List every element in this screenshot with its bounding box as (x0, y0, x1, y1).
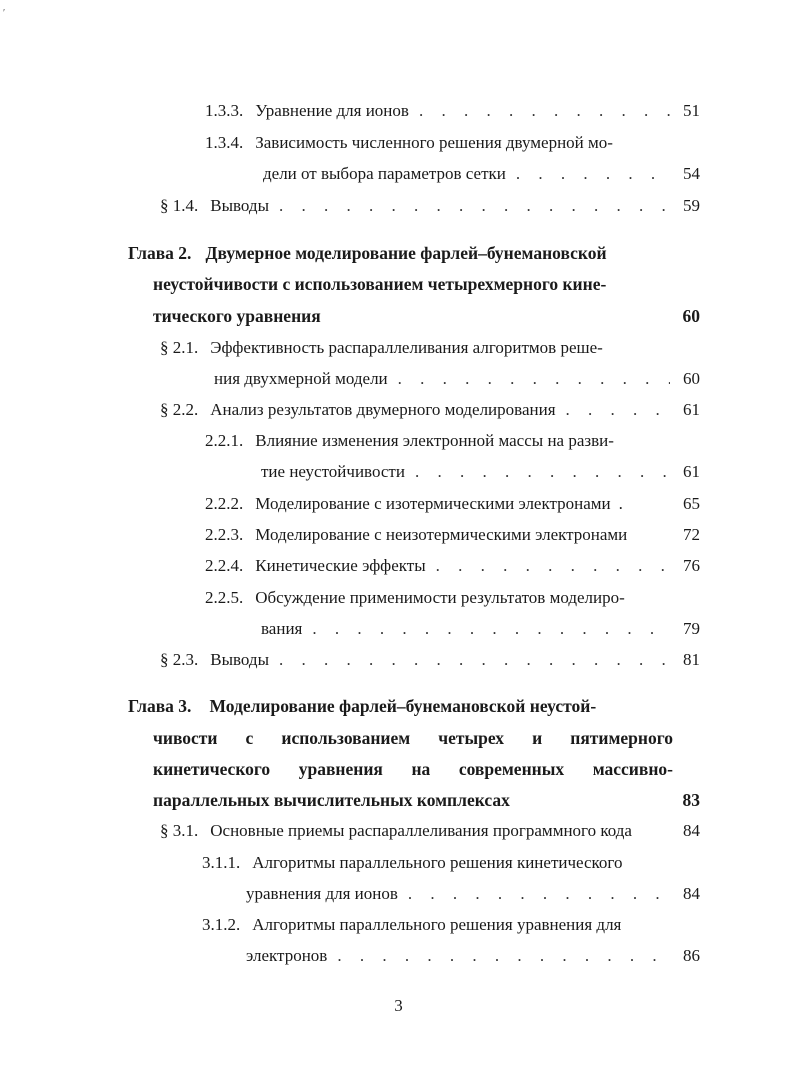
dot-leader: . (618, 494, 623, 513)
toc-entry-title-line2: тие неустойчивости (261, 462, 405, 481)
toc-entry-2-2-4 (205, 555, 700, 577)
toc-entry-number: 3.1.1. (202, 853, 241, 872)
toc-entry-2-2-5 (205, 587, 660, 609)
chapter-title-line2: неустойчивости с использованием четырехмерного кине- (153, 274, 607, 294)
toc-entry-number: 2.2.3. (205, 525, 244, 544)
toc-entry-title: Кинетические эффекты (255, 556, 426, 575)
toc-section-number: § 2.2. (160, 400, 199, 419)
chapter-title-line1: Двумерное моделирование фарлей–бунемановской (205, 243, 607, 263)
toc-entry-number: 2.2.5. (205, 588, 244, 607)
toc-entry-number: 1.3.3. (205, 101, 244, 120)
dot-leader (279, 195, 670, 217)
toc-entry-title-line1: Зависимость численного решения двумерной мо- (255, 133, 613, 152)
toc-entry-title: Моделирование с изотермическими электронами (255, 494, 611, 513)
toc-chapter-3-cont2 (153, 758, 673, 780)
toc-chapter-2 (128, 242, 673, 264)
toc-entry-title-line2: вания (261, 619, 303, 638)
toc-entry-2-2-3 (205, 524, 700, 546)
toc-entry-2-2-1 (205, 430, 660, 452)
dot-leader (419, 100, 670, 122)
chapter-label: Глава 3. (128, 696, 192, 716)
toc-entry-3-1-2-cont (246, 945, 700, 967)
toc-entry-title-line2: дели от выбора параметров сетки (263, 164, 506, 183)
toc-section-title-line2: ния двухмерной модели (214, 369, 388, 388)
toc-entry-title-line1: Алгоритмы параллельного решения кинетического (252, 853, 623, 872)
toc-entry-1-3-4-cont (263, 163, 700, 185)
toc-section-2-1 (160, 337, 658, 359)
dot-leader (408, 883, 670, 905)
toc-section-number: § 3.1. (160, 821, 199, 840)
toc-section-number: § 1.4. (160, 196, 199, 215)
toc-section-page: 81 (683, 650, 700, 669)
toc-entry-title-line2: электронов (246, 946, 328, 965)
toc-entry-number: 2.2.1. (205, 431, 244, 450)
toc-chapter-2-cont1 (153, 273, 673, 295)
toc-section-title: Выводы (210, 650, 270, 669)
toc-section-title: Анализ результатов двумерного моделирования (210, 400, 556, 419)
toc-section-title-line1: Эффективность распараллеливания алгоритмов реше- (210, 338, 603, 357)
toc-entry-2-2-1-cont (261, 461, 700, 483)
toc-entry-page: 84 (683, 884, 700, 903)
chapter-title-line2: чивости с использованием четырех и пятимерного (153, 728, 673, 748)
toc-entry-number: 2.2.2. (205, 494, 244, 513)
toc-entry-title-line1: Обсуждение применимости результатов моделиро- (255, 588, 625, 607)
toc-section-title: Основные приемы распараллеливания программного кода (210, 821, 632, 840)
toc-entry-number: 1.3.4. (205, 133, 244, 152)
toc-section-2-1-cont (214, 368, 700, 390)
dot-leader (312, 618, 670, 640)
toc-entry-1-3-3 (205, 100, 700, 122)
toc-entry-page: 86 (683, 946, 700, 965)
toc-entry-title: Уравнение для ионов (255, 101, 409, 120)
toc-chapter-2-cont2 (153, 305, 700, 327)
toc-chapter-3 (128, 695, 673, 717)
dot-leader (436, 555, 670, 577)
toc-section-2-2 (160, 399, 700, 421)
chapter-title-line3: кинетического уравнения на современных массивно- (153, 759, 673, 779)
toc-entry-3-1-2 (202, 914, 660, 936)
toc-entry-1-3-4 (205, 132, 660, 154)
dot-leader (516, 163, 670, 185)
page-number: 3 (394, 996, 403, 1015)
toc-entry-number: 3.1.2. (202, 915, 241, 934)
toc-chapter-3-cont1 (153, 727, 673, 749)
toc-entry-title-line1: Алгоритмы параллельного решения уравнения для (252, 915, 622, 934)
dot-leader (279, 649, 670, 671)
toc-entry-title-line2: уравнения для ионов (246, 884, 398, 903)
toc-section-page: 59 (683, 196, 700, 215)
chapter-title-line4: параллельных вычислительных комплексах (153, 790, 510, 810)
toc-entry-3-1-1-cont (246, 883, 700, 905)
toc-section-3-1 (160, 820, 700, 842)
toc-entry-2-2-5-cont (261, 618, 700, 640)
toc-section-1-4 (160, 195, 700, 217)
toc-entry-page: 54 (683, 164, 700, 183)
toc-chapter-3-cont3 (153, 789, 700, 811)
toc-entry-number: 2.2.4. (205, 556, 244, 575)
dot-leader (566, 399, 670, 421)
toc-entry-page: 51 (683, 101, 700, 120)
chapter-title-line3: тического уравнения (153, 306, 321, 326)
toc-section-page: 84 (683, 821, 700, 840)
dot-leader (337, 945, 670, 967)
toc-entry-page: 61 (683, 462, 700, 481)
toc-section-page: 60 (683, 369, 700, 388)
toc-entry-title: Моделирование с неизотермическими электронами (255, 525, 628, 544)
toc-section-title: Выводы (210, 196, 270, 215)
toc-entry-page: 65 (683, 494, 700, 513)
toc-section-2-3 (160, 649, 700, 671)
toc-entry-2-2-2 (205, 493, 700, 515)
chapter-title-line1: Моделирование фарлей–бунемановской неустой- (209, 696, 597, 716)
toc-entry-3-1-1 (202, 852, 660, 874)
chapter-page: 60 (682, 306, 700, 326)
toc-entry-page: 79 (683, 619, 700, 638)
dot-leader (398, 368, 670, 390)
chapter-page: 83 (682, 790, 700, 810)
toc-section-number: § 2.1. (160, 338, 199, 357)
corner-mark: ′ (3, 8, 6, 19)
toc-entry-title-line1: Влияние изменения электронной массы на разви- (255, 431, 614, 450)
toc-section-number: § 2.3. (160, 650, 199, 669)
dot-leader (415, 461, 670, 483)
chapter-label: Глава 2. (128, 243, 192, 263)
toc-entry-page: 72 (683, 525, 700, 544)
toc-section-page: 61 (683, 400, 700, 419)
toc-entry-page: 76 (683, 556, 700, 575)
